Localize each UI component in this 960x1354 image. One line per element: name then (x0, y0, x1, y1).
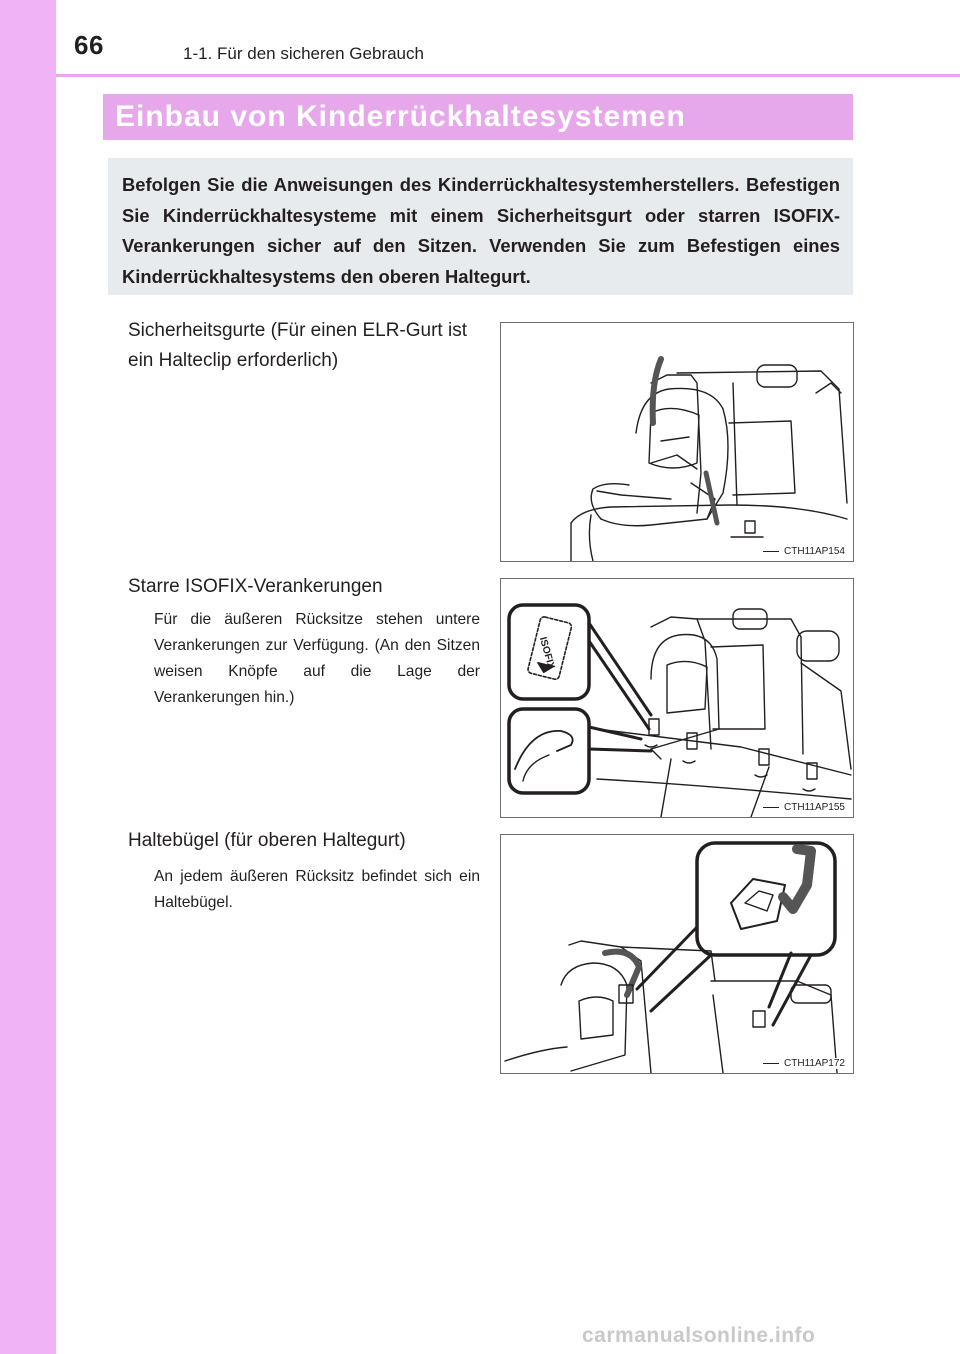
section-title: Einbau von Kinderrückhaltesystemen (115, 100, 686, 133)
breadcrumb: 1-1. Für den sicheren Gebrauch (183, 44, 424, 63)
figure-code-leader (763, 551, 779, 552)
watermark (582, 1324, 954, 1348)
intro-text: Befolgen Sie die Anweisungen des Kinderrückhaltesystemherstellers. Befestigen Sie Kinderrückhaltesysteme mit einem Sicherheitsgurt oder starren ISOFIX-Verankerungen sicher auf den Sitzen. Verwenden Sie zum Befestigen eines Kinderrückhaltesystems den oberen Haltegurt. (122, 174, 840, 287)
figure-isofix-anchors (500, 578, 854, 818)
isofix-seat-illustration (501, 579, 853, 817)
watermark-text: carmanualsonline.info (582, 1324, 816, 1347)
seatbelt-seat-illustration (501, 323, 853, 561)
page-number: 66 (74, 30, 104, 60)
figure-code: CTH11AP155 (784, 802, 845, 813)
item-description-isofix: Für die äußeren Rücksitze stehen untere Verankerungen zur Verfügung. (An den Sitzen weisen Knöpfe auf die Lage der Verankerungen hin.) (154, 611, 480, 706)
tether-anchor-illustration (501, 835, 853, 1073)
figure-code-leader (763, 1063, 779, 1064)
item-heading-seatbelts: Sicherheitsgurte (Für einen ELR-Gurt ist ein Halteclip erforderlich) (128, 320, 467, 371)
figure-seatbelt-installation (500, 322, 854, 562)
item-heading-isofix: Starre ISOFIX-Verankerungen (128, 576, 383, 597)
intro-box (108, 158, 853, 295)
isofix-label: ISOFIX (536, 635, 557, 671)
item-heading-tether-anchor: Haltebügel (für oberen Haltegurt) (128, 830, 406, 851)
header-divider (56, 74, 960, 77)
figure-code: CTH11AP172 (784, 1058, 845, 1069)
figure-code-leader (763, 807, 779, 808)
page-side-tab (0, 0, 56, 1354)
section-title-bar (103, 94, 853, 140)
figure-tether-anchor (500, 834, 854, 1074)
item-description-tether-anchor: An jedem äußeren Rücksitz befindet sich ein Haltebügel. (154, 868, 480, 911)
figure-code: CTH11AP154 (784, 546, 845, 557)
